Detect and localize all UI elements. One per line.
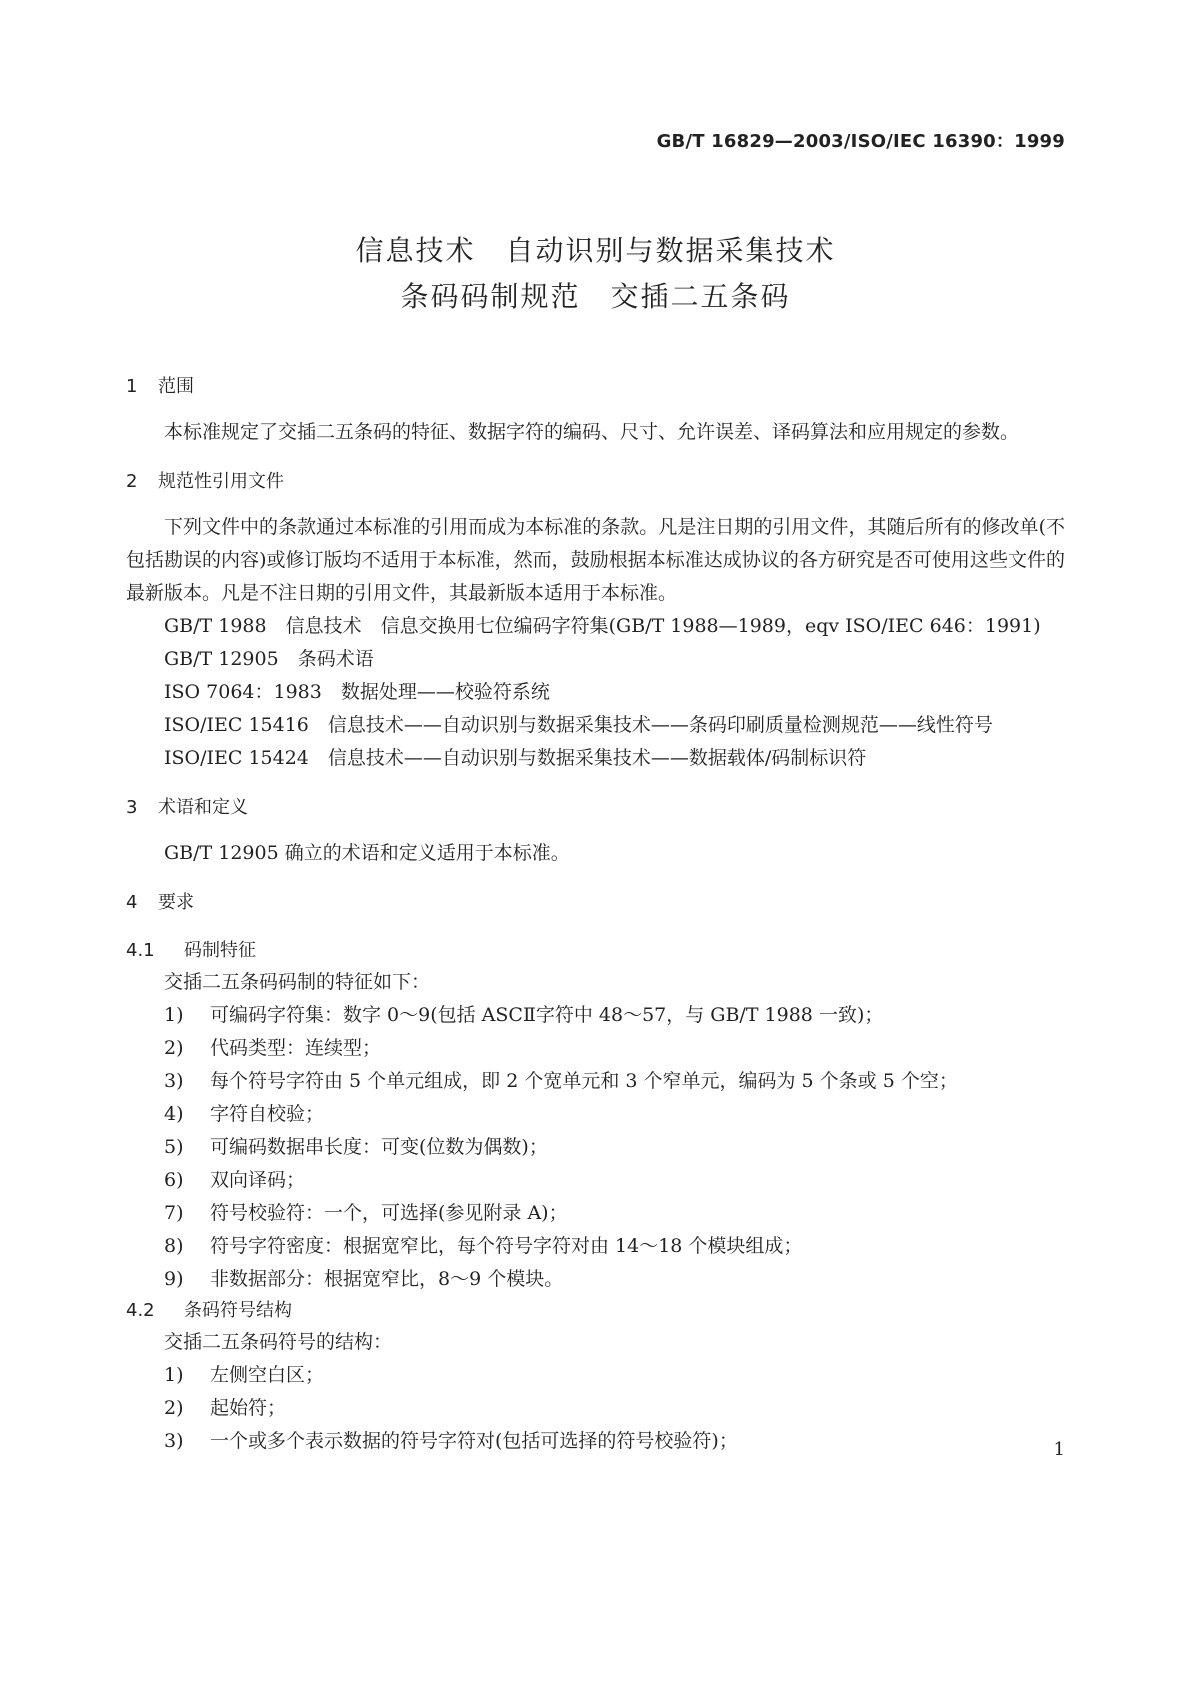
- list-item: 3) 一个或多个表示数据的符号字符对(包括可选择的符号校验符)；: [164, 1430, 738, 1452]
- section-3-heading: [126, 793, 1065, 823]
- section-3-paragraph: GB/T 12905 确立的术语和定义适用于本标准。: [164, 842, 570, 864]
- reference-item: GB/T 12905 条码术语: [164, 648, 374, 670]
- section-number: 1: [126, 376, 138, 397]
- subsection-number: 4.2: [126, 1300, 155, 1321]
- title-line-1: 信息技术 自动识别与数据采集技术: [355, 234, 836, 267]
- list-item: 8) 符号字符密度：根据宽窄比，每个符号字符对由 14～18 个模块组成；: [164, 1235, 803, 1257]
- subsection-title: 码制特征: [184, 940, 256, 961]
- list-item: 1) 左侧空白区；: [164, 1364, 325, 1386]
- subsection-number: 4.1: [126, 940, 155, 961]
- document-body: [126, 372, 1065, 1458]
- section-title: 规范性引用文件: [158, 471, 284, 492]
- list-item: 5) 可编码数据串长度：可变(位数为偶数)；: [164, 1136, 548, 1158]
- section-number: 2: [126, 471, 138, 492]
- reference-item: ISO/IEC 15416 信息技术——自动识别与数据采集技术——条码印刷质量检测规范——线性符号: [164, 714, 993, 736]
- section-1-paragraph: 本标准规定了交插二五条码的特征、数据字符的编码、尺寸、允许误差、译码算法和应用规定的参数。: [164, 421, 1020, 443]
- page-number: 1: [1053, 1439, 1065, 1460]
- reference-item: GB/T 1988 信息技术 信息交换用七位编码字符集(GB/T 1988—1989，eqv ISO/IEC 646：1991): [164, 615, 1041, 637]
- list-item: 6) 双向译码；: [164, 1169, 306, 1191]
- list-item: 4) 字符自校验；: [164, 1103, 325, 1125]
- document-title: [0, 228, 1191, 320]
- section-title: 范围: [158, 376, 194, 397]
- title-line-2: 条码码制规范 交插二五条码: [400, 280, 791, 313]
- section-title: 要求: [158, 892, 194, 913]
- section-number: 3: [126, 797, 138, 818]
- reference-item: ISO 7064：1983 数据处理——校验符系统: [164, 681, 550, 703]
- subsection-4-2-heading: [126, 1296, 1065, 1326]
- section-number: 4: [126, 892, 138, 913]
- section-2-paragraph: 下列文件中的条款通过本标准的引用而成为本标准的条款。凡是注日期的引用文件，其随后所有的修改单(不包括勘误的内容)或修订版均不适用于本标准，然而，鼓励根据本标准达成协议的各方研究是否可使用这些文件的最新版本。凡是不注日期的引用文件，其最新版本适用于本标准。: [126, 516, 1065, 604]
- reference-item: ISO/IEC 15424 信息技术——自动识别与数据采集技术——数据载体/码制标识符: [164, 747, 867, 769]
- list-item: 7) 符号校验符：一个，可选择(参见附录 A)；: [164, 1202, 568, 1224]
- subsection-4-1-heading: [126, 936, 1065, 966]
- section-2-heading: [126, 467, 1065, 497]
- subsection-4-2-intro: 交插二五条码符号的结构：: [164, 1331, 393, 1353]
- list-item: 1) 可编码字符集：数字 0～9(包括 ASCⅡ字符中 48～57，与 GB/T 1988 一致)；: [164, 1004, 884, 1026]
- subsection-4-1-intro: 交插二五条码码制的特征如下：: [164, 971, 431, 993]
- list-item: 2) 起始符；: [164, 1397, 287, 1419]
- list-item: 3) 每个符号字符由 5 个单元组成，即 2 个宽单元和 3 个窄单元，编码为 5 个条或 5 个空；: [164, 1070, 958, 1092]
- standard-code: GB/T 16829—2003/ISO/IEC 16390：1999: [656, 131, 1065, 152]
- list-item: 2) 代码类型：连续型；: [164, 1037, 382, 1059]
- subsection-title: 条码符号结构: [184, 1300, 292, 1321]
- section-title: 术语和定义: [158, 797, 248, 818]
- section-1-heading: [126, 372, 1065, 402]
- list-item: 9) 非数据部分：根据宽窄比，8～9 个模块。: [164, 1268, 564, 1290]
- section-4-heading: [126, 888, 1065, 918]
